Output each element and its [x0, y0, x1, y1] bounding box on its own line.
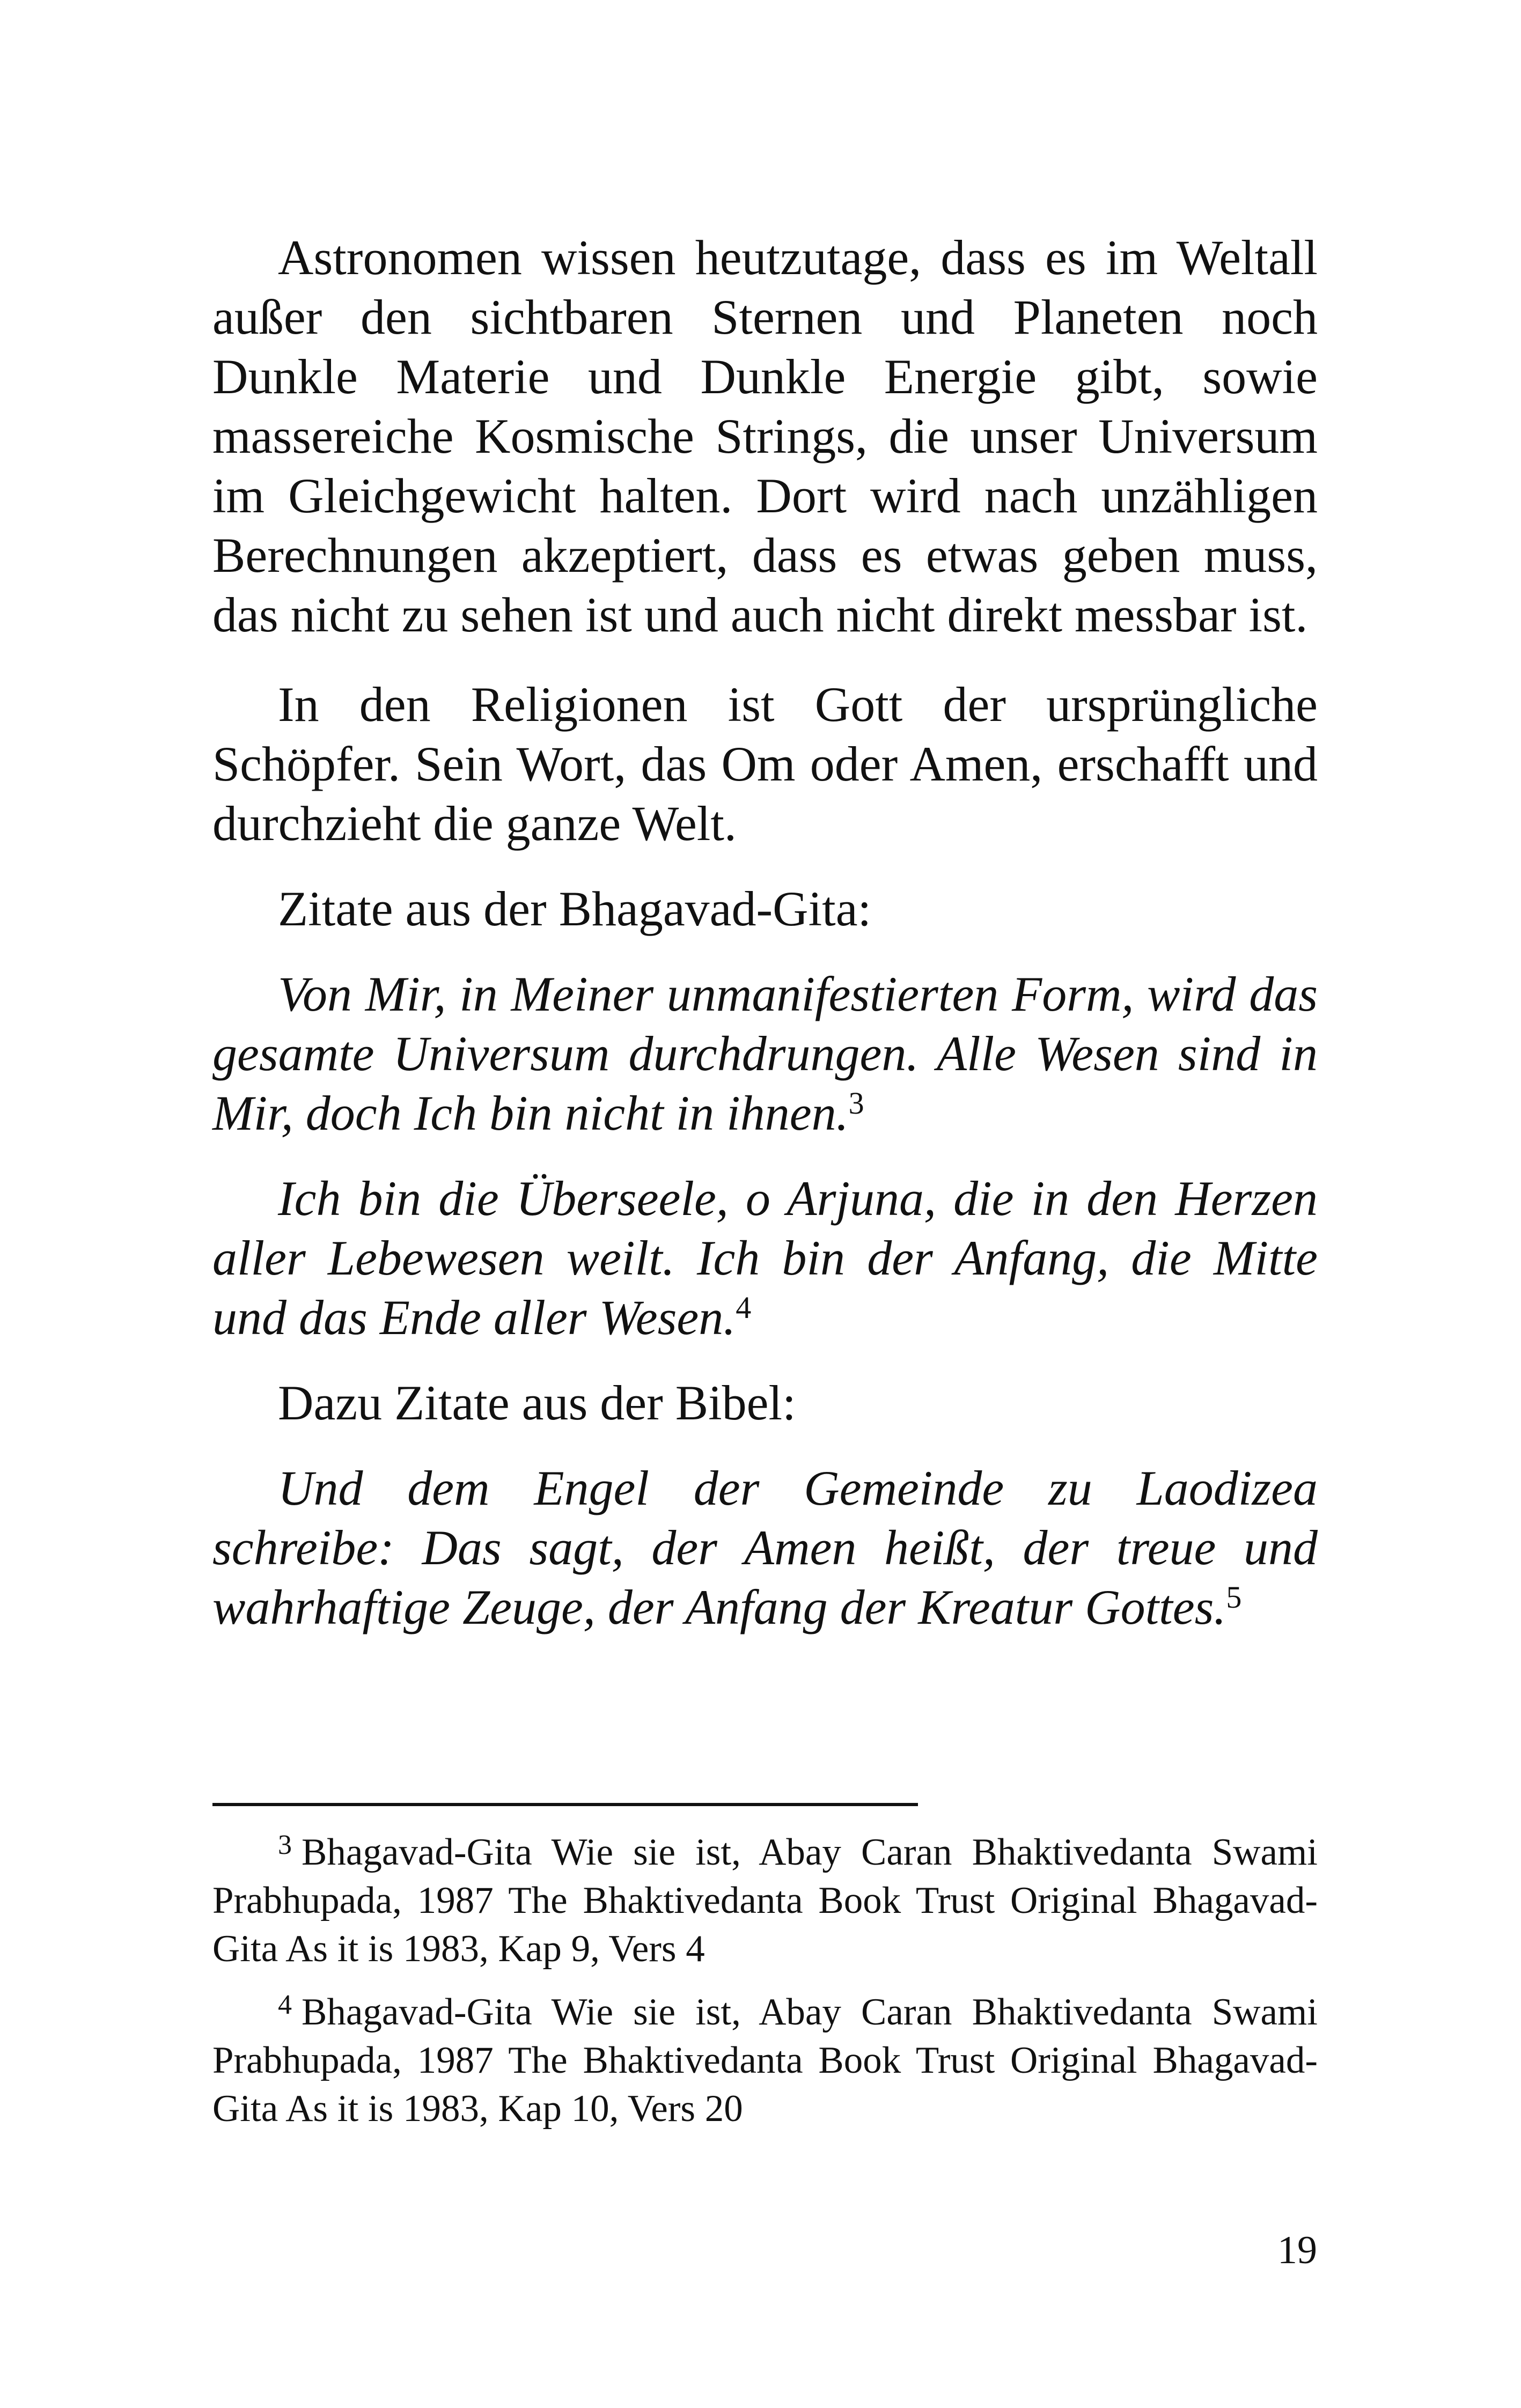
footnote-number: 4	[278, 1990, 292, 2020]
paragraph-bible-intro: Dazu Zitate aus der Bibel:	[278, 1375, 796, 1430]
footnote-divider	[212, 1803, 918, 1806]
quote-gita-2-text: Ich bin die Überseele, o Arjuna, die in den Herzen aller Lebewesen weilt. Ich bin der Anfang, die Mitte und das Ende aller Wesen.	[212, 1171, 1318, 1345]
body-text	[212, 228, 1318, 1637]
footnote-4	[212, 1988, 1318, 2133]
quote-bible-text: Und dem Engel der Gemeinde zu Laodizea schreibe: Das sagt, der Amen heißt, der treue und wahrhaftige Zeuge, der Anfang der Kreatur Gottes.	[212, 1461, 1318, 1634]
quote-bible	[212, 1459, 1318, 1637]
footnote-3	[212, 1828, 1318, 1973]
footnote-reference-4: 4	[736, 1290, 752, 1325]
footnote-text: Bhagavad-Gita Wie sie ist, Abay Caran Bhaktivedanta Swami Prabhupada, 1987 The Bhaktivedanta Book Trust Original Bhagavad-Gita As it is 1983, Kap 10, Vers 20	[212, 1991, 1318, 2130]
quote-gita-2	[212, 1169, 1318, 1347]
footnotes	[212, 1828, 1318, 2133]
footnote-number: 3	[278, 1830, 292, 1860]
footnote-reference-5: 5	[1226, 1580, 1242, 1615]
footnote-text: Bhagavad-Gita Wie sie ist, Abay Caran Bhaktivedanta Swami Prabhupada, 1987 The Bhaktivedanta Book Trust Original Bhagavad-Gita As it is 1983, Kap 9, Vers 4	[212, 1831, 1318, 1970]
footnote-reference-3: 3	[848, 1086, 864, 1121]
quote-gita-1	[212, 964, 1318, 1143]
paragraph-astronomy: Astronomen wissen heutzutage, dass es im Weltall außer den sichtbaren Sternen und Planeten noch Dunkle Materie und Dunkle Energie gibt, sowie massereiche Kosmische Strings, die unser Universum im Gleichgewicht halten. Dort wird nach unzähligen Berechnungen akzeptiert, dass es etwas geben muss, das nicht zu sehen ist und auch nicht direkt messbar ist.	[212, 230, 1318, 642]
page-number: 19	[1277, 2228, 1317, 2272]
quote-gita-1-text: Von Mir, in Meiner unmanifestierten Form, wird das gesamte Universum durchdrungen. Alle Wesen sind in Mir, doch Ich bin nicht in ihnen.	[212, 967, 1318, 1140]
paragraph-religions: In den Religionen ist Gott der ursprüngliche Schöpfer. Sein Wort, das Om oder Amen, erschafft und durchzieht die ganze Welt.	[212, 677, 1318, 851]
paragraph-gita-intro: Zitate aus der Bhagavad-Gita:	[278, 881, 872, 936]
